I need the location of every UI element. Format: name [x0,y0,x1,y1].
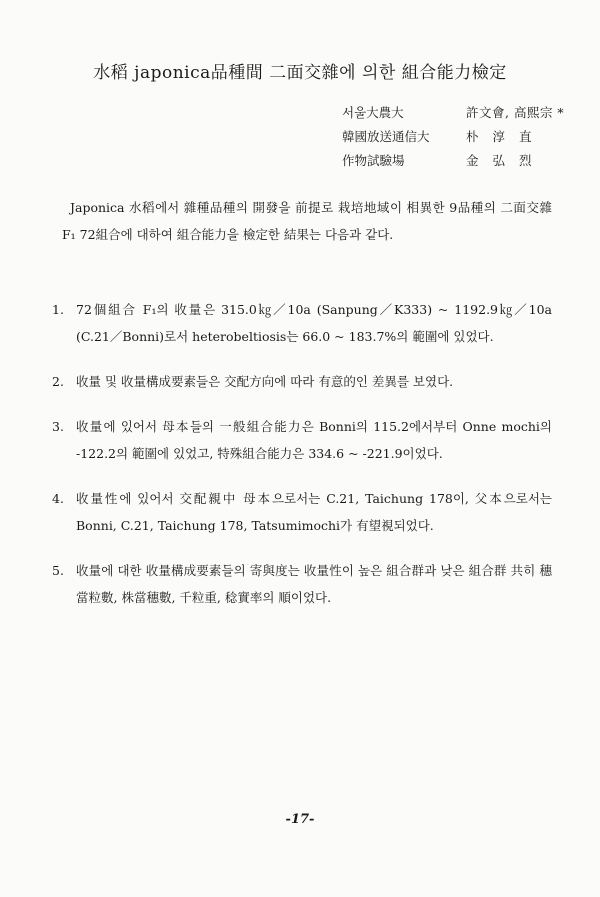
abstract-text: Japonica 水稻에서 雜種品種의 開發을 前提로 栽培地域이 相異한 9品種의 二面交雜 F₁ 72組合에 대하여 組合能力을 檢定한 結果는 다음과 같다. [62,200,552,242]
list-item [52,413,552,467]
item-number: 2. [52,374,64,389]
item-number: 5. [52,563,64,578]
item-text: 收量에 대한 收量構成要素들의 寄與度는 收量性이 높은 組合群과 낮은 組合群 共히 穗當粒數, 株當穗數, 千粒重, 稔實率의 順이었다. [76,563,552,605]
item-number: 4. [52,491,64,506]
author-affiliation: 서울大農大 [342,105,404,120]
item-number: 3. [52,419,64,434]
page-number: -17- [285,812,315,827]
item-number: 1. [52,302,64,317]
author-block [342,100,572,172]
author-row [342,124,572,148]
author-names: 金 弘 烈 [466,153,537,168]
list-item [52,485,552,539]
author-row [342,148,572,172]
list-item [52,557,552,611]
list-item [52,296,552,350]
paper-title: 水稻 japonica品種間 二面交雜에 의한 組合能力檢定 [93,63,507,83]
author-affiliation: 韓國放送通信大 [342,129,430,144]
result-list [52,296,552,629]
item-text: 72個組合 F₁의 收量은 315.0㎏／10a (Sanpung／K333) ~ 1192.9㎏／10a (C.21／Bonni)로서 heterobeltiosis는 66.0 ~ 183.7%의 範圍에 있었다. [76,302,552,344]
item-text: 收量性에 있어서 交配親中 母本으로서는 C.21, Taichung 178이, 父本으로서는 Bonni, C.21, Taichung 178, Tatsumimochi가 有望視되었다. [76,491,552,533]
item-text: 收量에 있어서 母本들의 一般組合能力은 Bonni의 115.2에서부터 Onne mochi의 -122.2의 範圍에 있었고, 特殊組合能力은 334.6 ~ -221.9이었다. [76,419,552,461]
author-names: 朴 淳 直 [466,129,537,144]
author-names: 許文會, 高熙宗 * [466,105,565,120]
author-row [342,100,572,124]
author-affiliation: 作物試驗場 [342,153,405,168]
item-text: 收量 및 收量構成要素들은 交配方向에 따라 有意的인 差異를 보였다. [76,374,454,389]
list-item [52,368,552,395]
abstract-paragraph [62,194,552,248]
